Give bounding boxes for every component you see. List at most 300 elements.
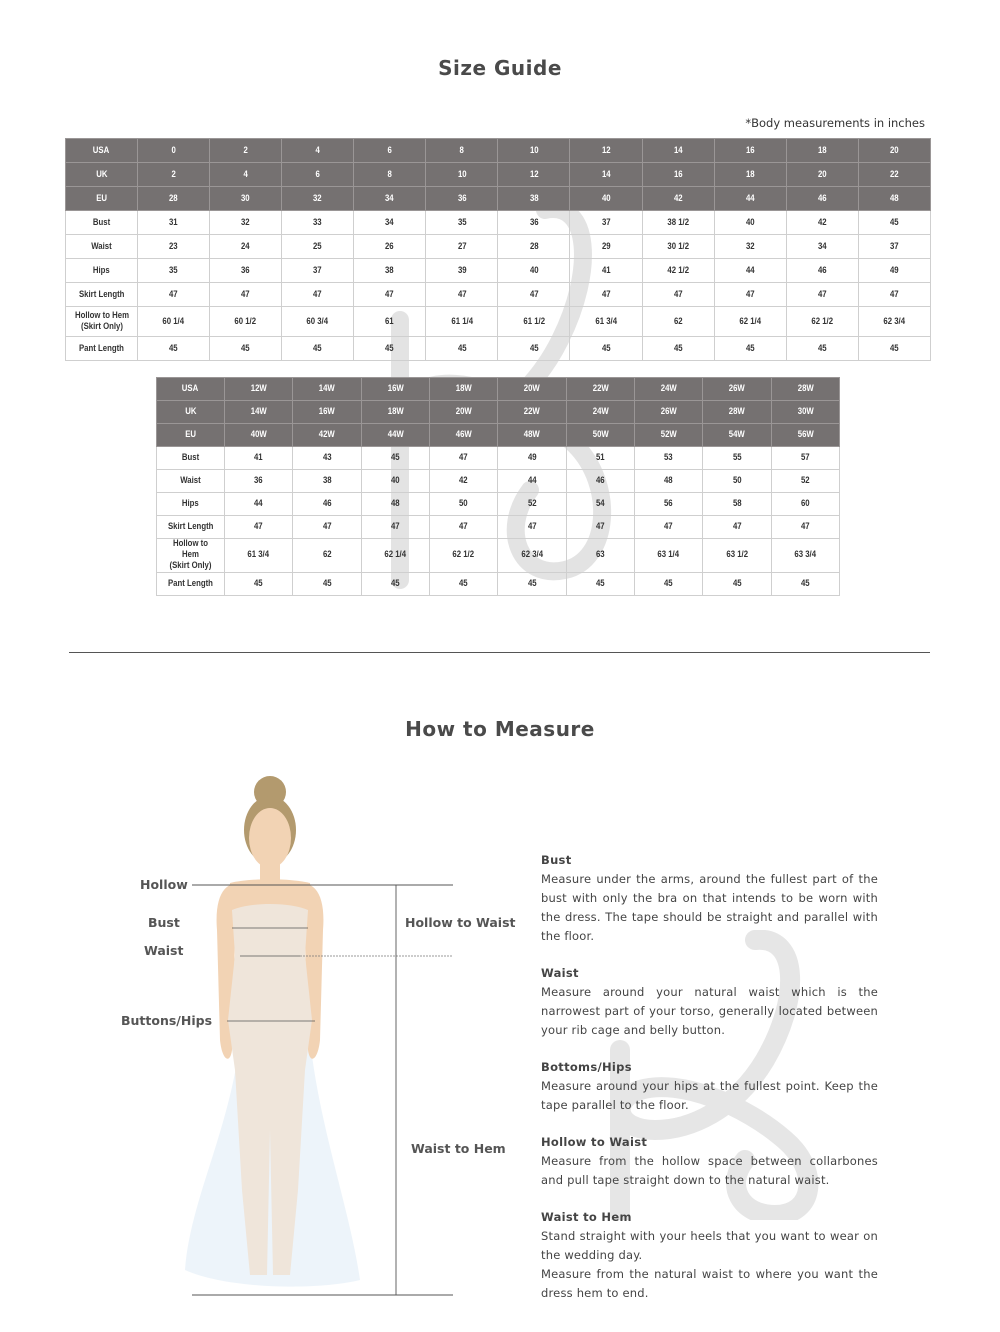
row-label-cell bbox=[157, 572, 225, 595]
cell-text: 41 bbox=[254, 452, 264, 464]
row-label-cell bbox=[66, 187, 138, 211]
measurement-row bbox=[157, 470, 840, 493]
cell-text: 12W bbox=[250, 383, 267, 395]
cell-text: 46 bbox=[817, 264, 827, 276]
cell-text: 60 3/4 bbox=[306, 315, 329, 327]
size-value-cell bbox=[786, 187, 858, 211]
size-value-cell bbox=[498, 493, 566, 516]
cell-text: Waist bbox=[180, 475, 201, 487]
size-value-cell bbox=[786, 235, 858, 259]
size-value-cell bbox=[426, 283, 498, 307]
cell-text: 24W bbox=[660, 383, 677, 395]
size-value-cell bbox=[858, 235, 930, 259]
cell-text: 42W bbox=[318, 429, 336, 441]
cell-text: 45 bbox=[817, 342, 827, 354]
measure-heading: Waist to Hem bbox=[541, 1210, 632, 1224]
cell-text: 53 bbox=[664, 452, 673, 464]
size-value-cell bbox=[138, 139, 210, 163]
size-value-cell bbox=[138, 211, 210, 235]
size-value-cell bbox=[714, 235, 786, 259]
size-value-cell bbox=[282, 235, 354, 259]
cell-text: 18W bbox=[455, 383, 472, 395]
cell-text: 47 bbox=[254, 521, 264, 533]
size-value-cell bbox=[498, 163, 570, 187]
size-value-cell bbox=[225, 516, 293, 539]
cell-text: 47 bbox=[817, 288, 827, 300]
size-value-cell bbox=[293, 572, 361, 595]
size-value-cell bbox=[361, 539, 429, 573]
cell-text: 37 bbox=[313, 264, 323, 276]
size-value-cell bbox=[210, 337, 282, 361]
row-label-cell bbox=[66, 283, 138, 307]
size-value-cell bbox=[498, 470, 566, 493]
cell-text: 33 bbox=[313, 216, 323, 228]
size-value-cell bbox=[634, 378, 702, 401]
cell-text: 44 bbox=[745, 192, 755, 204]
size-value-cell bbox=[498, 235, 570, 259]
cell-text: 42 bbox=[673, 192, 683, 204]
cell-text: 63 3/4 bbox=[794, 549, 817, 561]
cell-text: 36 bbox=[241, 264, 250, 276]
size-value-cell bbox=[566, 539, 634, 573]
measure-text: Stand straight with your heels that you want to wear on the wedding day. bbox=[541, 1229, 878, 1262]
measurement-row bbox=[157, 493, 840, 516]
size-value-cell bbox=[498, 259, 570, 283]
cell-text: 47 bbox=[800, 521, 810, 533]
size-value-cell bbox=[858, 163, 930, 187]
cell-text: Hips bbox=[93, 264, 110, 276]
cell-text: 28 bbox=[169, 192, 178, 204]
cell-text: 60 1/2 bbox=[234, 315, 257, 327]
cell-text: 63 1/4 bbox=[657, 549, 680, 561]
size-value-cell bbox=[429, 401, 497, 424]
size-value-cell bbox=[703, 424, 771, 447]
cell-text: 46 bbox=[322, 498, 332, 510]
measure-text: Measure around your natural waist which is the narrowest part of your torso, generally located between your rib cage and belly button. bbox=[541, 985, 878, 1037]
size-value-cell bbox=[703, 539, 771, 573]
size-value-cell bbox=[354, 211, 426, 235]
cell-text: 45 bbox=[390, 452, 400, 464]
cell-text: 52W bbox=[660, 429, 677, 441]
cell-text: 47 bbox=[732, 521, 742, 533]
cell-text: 46 bbox=[595, 475, 605, 487]
cell-text: 35 bbox=[169, 264, 178, 276]
cell-text: 45 bbox=[459, 577, 468, 589]
measurement-unit-note: *Body measurements in inches bbox=[745, 116, 925, 130]
cell-text: 50 bbox=[732, 475, 742, 487]
measure-item-waist-to-hem bbox=[541, 1210, 878, 1303]
size-value-cell bbox=[138, 163, 210, 187]
cell-text: 47 bbox=[322, 521, 332, 533]
cell-text: 40W bbox=[250, 429, 267, 441]
size-value-cell bbox=[570, 211, 642, 235]
cell-text: 50W bbox=[592, 429, 609, 441]
cell-text: 20 bbox=[817, 168, 827, 180]
cell-text: 62 1/4 bbox=[384, 549, 407, 561]
size-value-cell bbox=[225, 572, 293, 595]
cell-text: 36 bbox=[529, 216, 539, 228]
size-value-cell bbox=[429, 470, 497, 493]
measurement-row bbox=[66, 283, 931, 307]
row-label-cell bbox=[157, 378, 225, 401]
measurement-row bbox=[66, 211, 931, 235]
cell-text: 6 bbox=[315, 168, 320, 180]
measure-item-hollow-to-waist bbox=[541, 1135, 878, 1190]
size-value-cell bbox=[354, 259, 426, 283]
measurement-row bbox=[66, 337, 931, 361]
size-value-cell bbox=[703, 572, 771, 595]
cell-text: 62 1/4 bbox=[739, 315, 761, 327]
cell-text: 22W bbox=[592, 383, 609, 395]
measure-heading: Bottoms/Hips bbox=[541, 1060, 632, 1074]
cell-text: 14W bbox=[318, 383, 336, 395]
row-label-cell bbox=[66, 259, 138, 283]
cell-text: 2 bbox=[243, 144, 248, 156]
cell-text: 34 bbox=[385, 216, 395, 228]
size-value-cell bbox=[138, 235, 210, 259]
size-value-cell bbox=[210, 259, 282, 283]
cell-text: 14 bbox=[673, 144, 683, 156]
size-header-row bbox=[157, 378, 840, 401]
size-header-row bbox=[66, 139, 931, 163]
cell-text: 47 bbox=[527, 521, 537, 533]
size-value-cell bbox=[426, 211, 498, 235]
cell-text: 36 bbox=[457, 192, 467, 204]
cell-text: UK bbox=[95, 168, 108, 180]
cell-text: 45 bbox=[313, 342, 323, 354]
size-value-cell bbox=[361, 572, 429, 595]
cell-text: Hollow to Hem (Skirt Only) bbox=[74, 309, 129, 332]
size-value-cell bbox=[498, 139, 570, 163]
size-value-cell bbox=[293, 378, 361, 401]
cell-text: 23 bbox=[169, 240, 178, 252]
cell-text: 32 bbox=[313, 192, 323, 204]
size-value-cell bbox=[634, 572, 702, 595]
cell-text: 4 bbox=[243, 168, 248, 180]
cell-text: 40 bbox=[390, 475, 400, 487]
cell-text: 45 bbox=[322, 577, 332, 589]
size-header-row bbox=[157, 424, 840, 447]
size-value-cell bbox=[858, 139, 930, 163]
cell-text: 47 bbox=[601, 288, 611, 300]
row-label-cell bbox=[66, 307, 138, 337]
size-value-cell bbox=[498, 401, 566, 424]
cell-text: 44 bbox=[254, 498, 264, 510]
cell-text: 45 bbox=[800, 577, 810, 589]
size-value-cell bbox=[498, 211, 570, 235]
size-value-cell bbox=[570, 307, 642, 337]
cell-text: 20W bbox=[523, 383, 540, 395]
size-value-cell bbox=[642, 307, 714, 337]
size-value-cell bbox=[498, 337, 570, 361]
size-value-cell bbox=[570, 163, 642, 187]
cell-text: 12 bbox=[529, 168, 539, 180]
row-label-cell bbox=[157, 539, 225, 573]
cell-text: 45 bbox=[254, 577, 264, 589]
size-value-cell bbox=[642, 187, 714, 211]
size-value-cell bbox=[354, 235, 426, 259]
section-divider bbox=[69, 652, 930, 653]
cell-text: 36 bbox=[254, 475, 264, 487]
size-value-cell bbox=[210, 235, 282, 259]
cell-text: 62 bbox=[673, 315, 683, 327]
cell-text: 62 bbox=[322, 549, 332, 561]
size-value-cell bbox=[570, 139, 642, 163]
row-label-cell bbox=[66, 337, 138, 361]
cell-text: 61 3/4 bbox=[247, 549, 270, 561]
size-value-cell bbox=[642, 139, 714, 163]
measure-heading: Hollow to Waist bbox=[541, 1135, 648, 1149]
cell-text: 18W bbox=[387, 406, 404, 418]
cell-text: 45 bbox=[385, 342, 395, 354]
cell-text: 37 bbox=[601, 216, 611, 228]
size-value-cell bbox=[570, 187, 642, 211]
size-value-cell bbox=[225, 539, 293, 573]
size-value-cell bbox=[498, 572, 566, 595]
measure-item-bust bbox=[541, 853, 878, 946]
size-value-cell bbox=[786, 211, 858, 235]
cell-text: 43 bbox=[322, 452, 332, 464]
size-value-cell bbox=[566, 516, 634, 539]
size-value-cell bbox=[293, 539, 361, 573]
measurement-row bbox=[157, 539, 840, 573]
measure-text: Measure under the arms, around the fullest part of the bust with only the bra on that intends to be worn with the dress. The tape should be straight and parallel with the floor. bbox=[541, 872, 878, 943]
size-value-cell bbox=[426, 139, 498, 163]
cell-text: Hips bbox=[182, 498, 199, 510]
cell-text: 20W bbox=[455, 406, 472, 418]
size-value-cell bbox=[714, 283, 786, 307]
cell-text: Bust bbox=[92, 216, 111, 228]
cell-text: 60 1/4 bbox=[162, 315, 185, 327]
cell-text: 52 bbox=[527, 498, 537, 510]
size-value-cell bbox=[429, 539, 497, 573]
size-value-cell bbox=[429, 572, 497, 595]
size-value-cell bbox=[498, 307, 570, 337]
size-value-cell bbox=[210, 211, 282, 235]
cell-text: USA bbox=[93, 144, 110, 156]
cell-text: 40 bbox=[529, 264, 539, 276]
cell-text: 56 bbox=[664, 498, 673, 510]
size-value-cell bbox=[354, 163, 426, 187]
row-label-cell bbox=[157, 401, 225, 424]
measurement-row bbox=[157, 572, 840, 595]
cell-text: 26W bbox=[660, 406, 677, 418]
cell-text: 28W bbox=[797, 383, 814, 395]
size-value-cell bbox=[771, 470, 839, 493]
cell-text: 42 1/2 bbox=[667, 264, 689, 276]
cell-text: 30 1/2 bbox=[667, 240, 689, 252]
size-value-cell bbox=[703, 470, 771, 493]
measurement-row bbox=[66, 307, 931, 337]
label-hollow: Hollow bbox=[140, 877, 188, 892]
how-to-measure-title: How to Measure bbox=[405, 717, 595, 741]
cell-text: 61 bbox=[385, 315, 395, 327]
size-value-cell bbox=[634, 470, 702, 493]
cell-text: 46 bbox=[817, 192, 827, 204]
size-value-cell bbox=[498, 424, 566, 447]
size-value-cell bbox=[210, 307, 282, 337]
cell-text: 14 bbox=[601, 168, 611, 180]
size-value-cell bbox=[293, 401, 361, 424]
cell-text: 4 bbox=[315, 144, 320, 156]
size-value-cell bbox=[714, 259, 786, 283]
cell-text: 22 bbox=[890, 168, 899, 180]
row-label-cell bbox=[66, 235, 138, 259]
size-value-cell bbox=[138, 307, 210, 337]
cell-text: 40 bbox=[601, 192, 611, 204]
label-waist-to-hem: Waist to Hem bbox=[411, 1141, 506, 1156]
cell-text: 38 bbox=[529, 192, 539, 204]
size-value-cell bbox=[634, 539, 702, 573]
cell-text: 45 bbox=[169, 342, 178, 354]
cell-text: 24W bbox=[592, 406, 609, 418]
size-value-cell bbox=[293, 470, 361, 493]
cell-text: 48 bbox=[390, 498, 400, 510]
cell-text: Skirt Length bbox=[167, 521, 214, 533]
cell-text: 39 bbox=[457, 264, 467, 276]
cell-text: 18 bbox=[745, 168, 755, 180]
cell-text: 45 bbox=[664, 577, 673, 589]
cell-text: 16W bbox=[387, 383, 404, 395]
size-value-cell bbox=[566, 572, 634, 595]
size-value-cell bbox=[642, 163, 714, 187]
measurement-row bbox=[66, 235, 931, 259]
size-value-cell bbox=[498, 516, 566, 539]
size-value-cell bbox=[771, 572, 839, 595]
size-value-cell bbox=[225, 378, 293, 401]
cell-text: 37 bbox=[890, 240, 899, 252]
size-value-cell bbox=[282, 307, 354, 337]
size-value-cell bbox=[570, 283, 642, 307]
size-value-cell bbox=[225, 424, 293, 447]
measure-heading: Bust bbox=[541, 853, 572, 867]
cell-text: 47 bbox=[595, 521, 605, 533]
body-measurement-figure bbox=[170, 770, 470, 1300]
size-value-cell bbox=[138, 259, 210, 283]
size-guide-title: Size Guide bbox=[438, 56, 562, 80]
cell-text: Pant Length bbox=[167, 577, 213, 589]
cell-text: 28 bbox=[529, 240, 539, 252]
size-value-cell bbox=[282, 139, 354, 163]
size-value-cell bbox=[566, 401, 634, 424]
cell-text: 47 bbox=[390, 521, 400, 533]
size-value-cell bbox=[703, 516, 771, 539]
size-value-cell bbox=[570, 337, 642, 361]
size-value-cell bbox=[429, 493, 497, 516]
cell-text: 61 1/2 bbox=[523, 315, 545, 327]
size-value-cell bbox=[498, 447, 566, 470]
cell-text: Waist bbox=[91, 240, 112, 252]
size-value-cell bbox=[634, 424, 702, 447]
size-value-cell bbox=[566, 447, 634, 470]
size-value-cell bbox=[361, 447, 429, 470]
size-header-row bbox=[157, 401, 840, 424]
cell-text: Bust bbox=[181, 452, 200, 464]
size-value-cell bbox=[703, 401, 771, 424]
cell-text: 63 bbox=[595, 549, 605, 561]
size-value-cell bbox=[786, 259, 858, 283]
size-value-cell bbox=[714, 163, 786, 187]
cell-text: 45 bbox=[390, 577, 400, 589]
cell-text: 62 1/2 bbox=[811, 315, 834, 327]
size-value-cell bbox=[642, 211, 714, 235]
cell-text: 40 bbox=[745, 216, 755, 228]
cell-text: 45 bbox=[890, 342, 899, 354]
cell-text: 48 bbox=[664, 475, 673, 487]
cell-text: 47 bbox=[313, 288, 323, 300]
size-value-cell bbox=[786, 283, 858, 307]
cell-text: 54W bbox=[728, 429, 745, 441]
size-value-cell bbox=[426, 235, 498, 259]
label-waist: Waist bbox=[144, 943, 184, 958]
cell-text: 31 bbox=[169, 216, 178, 228]
cell-text: 26 bbox=[385, 240, 395, 252]
cell-text: EU bbox=[96, 192, 107, 204]
cell-text: 25 bbox=[313, 240, 323, 252]
size-value-cell bbox=[498, 187, 570, 211]
cell-text: 45 bbox=[890, 216, 899, 228]
cell-text: 51 bbox=[595, 452, 605, 464]
size-value-cell bbox=[771, 516, 839, 539]
cell-text: 45 bbox=[529, 342, 539, 354]
cell-text: 8 bbox=[459, 144, 465, 156]
row-label-cell bbox=[157, 493, 225, 516]
cell-text: 27 bbox=[457, 240, 467, 252]
cell-text: 6 bbox=[387, 144, 392, 156]
cell-text: 45 bbox=[745, 342, 755, 354]
size-value-cell bbox=[771, 447, 839, 470]
label-hips: Buttons/Hips bbox=[121, 1013, 213, 1028]
size-value-cell bbox=[771, 493, 839, 516]
cell-text: 47 bbox=[664, 521, 673, 533]
measurement-row bbox=[66, 259, 931, 283]
cell-text: 56W bbox=[797, 429, 814, 441]
size-value-cell bbox=[642, 283, 714, 307]
size-value-cell bbox=[282, 211, 354, 235]
size-value-cell bbox=[498, 539, 566, 573]
size-value-cell bbox=[703, 447, 771, 470]
size-value-cell bbox=[361, 470, 429, 493]
size-value-cell bbox=[714, 139, 786, 163]
cell-text: 28W bbox=[728, 406, 745, 418]
size-value-cell bbox=[642, 235, 714, 259]
cell-text: 48W bbox=[523, 429, 540, 441]
cell-text: 45 bbox=[457, 342, 467, 354]
cell-text: 62 3/4 bbox=[883, 315, 906, 327]
size-value-cell bbox=[225, 447, 293, 470]
cell-text: 38 1/2 bbox=[667, 216, 689, 228]
cell-text: 45 bbox=[673, 342, 683, 354]
size-value-cell bbox=[426, 307, 498, 337]
size-value-cell bbox=[858, 283, 930, 307]
cell-text: 61 1/4 bbox=[451, 315, 473, 327]
cell-text: 47 bbox=[459, 452, 468, 464]
cell-text: 30W bbox=[797, 406, 814, 418]
cell-text: 18 bbox=[817, 144, 827, 156]
size-value-cell bbox=[642, 337, 714, 361]
cell-text: 32 bbox=[745, 240, 755, 252]
size-value-cell bbox=[361, 424, 429, 447]
cell-text: 42 bbox=[459, 475, 468, 487]
cell-text: 44 bbox=[745, 264, 755, 276]
cell-text: 41 bbox=[601, 264, 611, 276]
cell-text: 54 bbox=[595, 498, 605, 510]
size-table-plus bbox=[156, 377, 840, 596]
size-header-row bbox=[66, 187, 931, 211]
measurement-row bbox=[157, 516, 840, 539]
cell-text: 47 bbox=[459, 521, 468, 533]
cell-text: 14W bbox=[250, 406, 267, 418]
